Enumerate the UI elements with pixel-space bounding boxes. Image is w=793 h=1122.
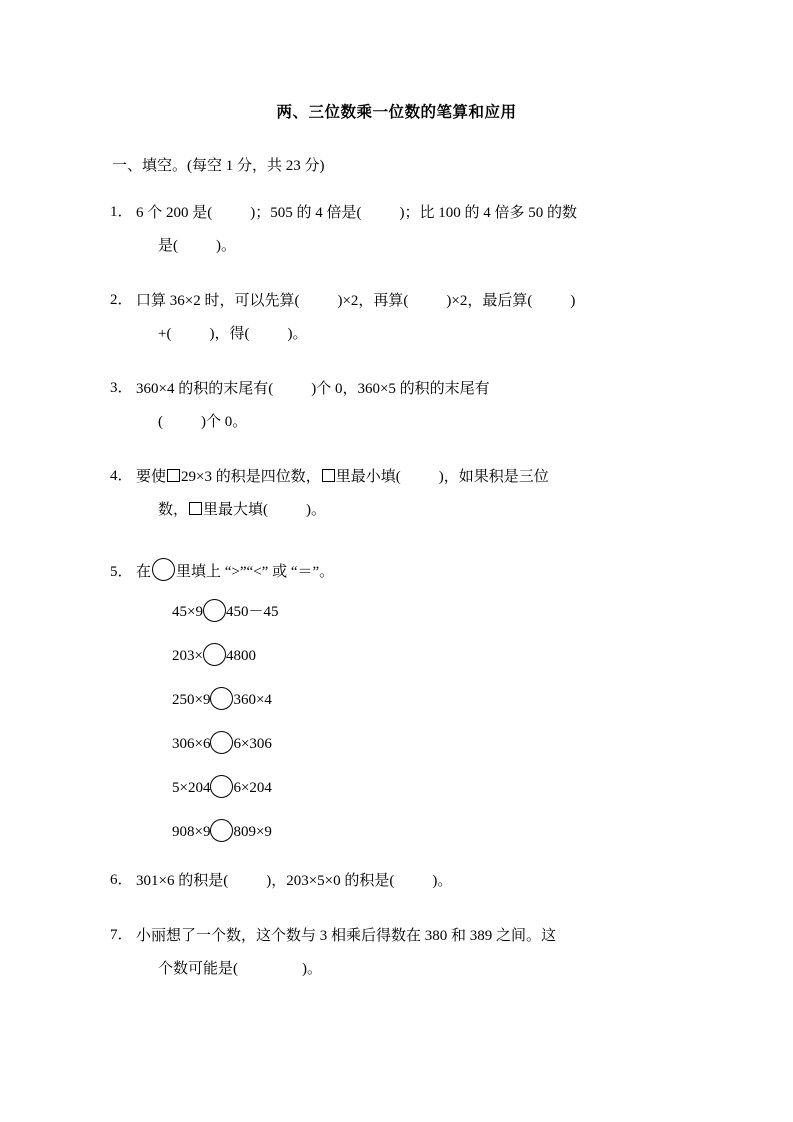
- question-number: 1．: [110, 204, 133, 220]
- q5-text-a: 在: [136, 564, 152, 580]
- comparison-list: [136, 599, 683, 842]
- q4-text-c: 里最小填(: [335, 469, 401, 485]
- comparison-row: [172, 687, 683, 710]
- q2-text-d: ): [570, 293, 576, 309]
- q4-text-d: )，如果积是三位: [438, 469, 549, 485]
- question-number: 3．: [110, 380, 133, 396]
- question-line: [136, 865, 683, 898]
- question-body: [136, 373, 683, 439]
- q7-text-a: 小丽想了一个数，这个数与 3 相乘后得数在 380 和 389 之间。这: [136, 928, 557, 944]
- q1-text-d: 是(: [158, 238, 178, 254]
- comparison-row: [172, 775, 683, 798]
- question-body: [136, 865, 683, 898]
- comparison-left: 250×9: [172, 692, 211, 708]
- question-number: 7．: [110, 927, 133, 943]
- q7-text-b: 个数可能是(: [158, 961, 238, 977]
- question-body: [136, 557, 683, 863]
- comparison-row: [172, 599, 683, 622]
- comparison-left: 45×9: [172, 604, 203, 620]
- question-1: [110, 197, 683, 263]
- question-line: [136, 920, 683, 953]
- circle-blank-icon[interactable]: [152, 558, 175, 581]
- square-box-icon: [167, 469, 180, 482]
- question-line: [136, 557, 683, 587]
- q1-text-c: )；比 100 的 4 倍多 50 的数: [399, 205, 577, 221]
- comparison-left: 908×9: [172, 824, 211, 840]
- circle-blank-icon[interactable]: [203, 599, 226, 622]
- question-5: [110, 557, 683, 863]
- comparison-left: 306×6: [172, 736, 211, 752]
- comparison-right: 4800: [225, 648, 256, 664]
- q1-text-e: )。: [216, 238, 236, 254]
- q6-text-b: )，203×5×0 的积是(: [266, 873, 395, 889]
- question-2: [110, 285, 683, 351]
- comparison-row: [172, 731, 683, 754]
- question-body: [136, 920, 683, 986]
- question-4: [110, 461, 683, 527]
- comparison-row: [172, 819, 683, 842]
- q5-text-b: 里填上 “>”“<” 或 “＝”。: [176, 564, 335, 580]
- q2-text-f: )，得(: [209, 326, 250, 342]
- question-line: [136, 461, 683, 494]
- q2-text-g: )。: [287, 326, 308, 342]
- q3-text-b: )个 0，360×5 的积的末尾有: [311, 381, 490, 397]
- question-body: [136, 197, 683, 263]
- q4-text-b: 29×3 的积是四位数，: [181, 469, 321, 485]
- q1-text-a: 6 个 200 是(: [136, 205, 213, 221]
- question-line: [136, 373, 683, 406]
- q3-text-c: (: [158, 414, 163, 430]
- question-line: [136, 318, 683, 351]
- page-title: 两、三位数乘一位数的笔算和应用: [276, 103, 517, 121]
- q2-text-e: +(: [158, 326, 172, 342]
- question-number: 6．: [110, 872, 133, 888]
- comparison-left: 5×204: [172, 780, 211, 796]
- square-box-icon: [189, 502, 202, 515]
- question-line: [136, 494, 683, 527]
- question-body: [136, 461, 683, 527]
- q6-text-a: 301×6 的积是(: [136, 873, 229, 889]
- q4-text-a: 要使: [136, 469, 167, 485]
- q1-text-b: )；505 的 4 倍是(: [250, 205, 362, 221]
- comparison-right: 6×204: [233, 780, 272, 796]
- q2-text-b: )×2，再算(: [337, 293, 409, 309]
- square-box-icon: [322, 469, 335, 482]
- question-number: 5．: [110, 564, 133, 580]
- comparison-right: 809×9: [233, 824, 272, 840]
- comparison-left: 203×: [172, 648, 203, 664]
- q3-text-d: )个 0。: [201, 414, 248, 430]
- comparison-right: 450－45: [225, 604, 279, 620]
- comparison-row: [172, 643, 683, 666]
- q7-text-c: )。: [302, 961, 322, 977]
- circle-blank-icon[interactable]: [210, 775, 233, 798]
- circle-blank-icon[interactable]: [210, 819, 233, 842]
- question-line: [136, 197, 683, 230]
- q2-text-a: 口算 36×2 时，可以先算(: [136, 293, 300, 309]
- circle-blank-icon[interactable]: [203, 643, 226, 666]
- question-line: [136, 230, 683, 263]
- q2-text-c: )×2，最后算(: [446, 293, 533, 309]
- question-line: [136, 406, 683, 439]
- question-body: [136, 285, 683, 351]
- q6-text-c: )。: [432, 873, 453, 889]
- comparison-right: 6×306: [233, 736, 272, 752]
- circle-blank-icon[interactable]: [210, 687, 233, 710]
- q4-text-f: 里最大填(: [203, 502, 269, 518]
- question-number: 4．: [110, 468, 133, 484]
- question-7: [110, 920, 683, 986]
- circle-blank-icon[interactable]: [210, 731, 233, 754]
- question-3: [110, 373, 683, 439]
- section-heading: 一、填空。(每空 1 分，共 23 分): [112, 158, 325, 174]
- q4-text-g: )。: [306, 502, 327, 518]
- question-6: [110, 865, 683, 898]
- question-number: 2．: [110, 292, 133, 308]
- comparison-right: 360×4: [233, 692, 272, 708]
- q4-text-e: 数，: [158, 502, 189, 518]
- question-line: [136, 285, 683, 318]
- question-line: [136, 953, 683, 986]
- q3-text-a: 360×4 的积的末尾有(: [136, 381, 274, 397]
